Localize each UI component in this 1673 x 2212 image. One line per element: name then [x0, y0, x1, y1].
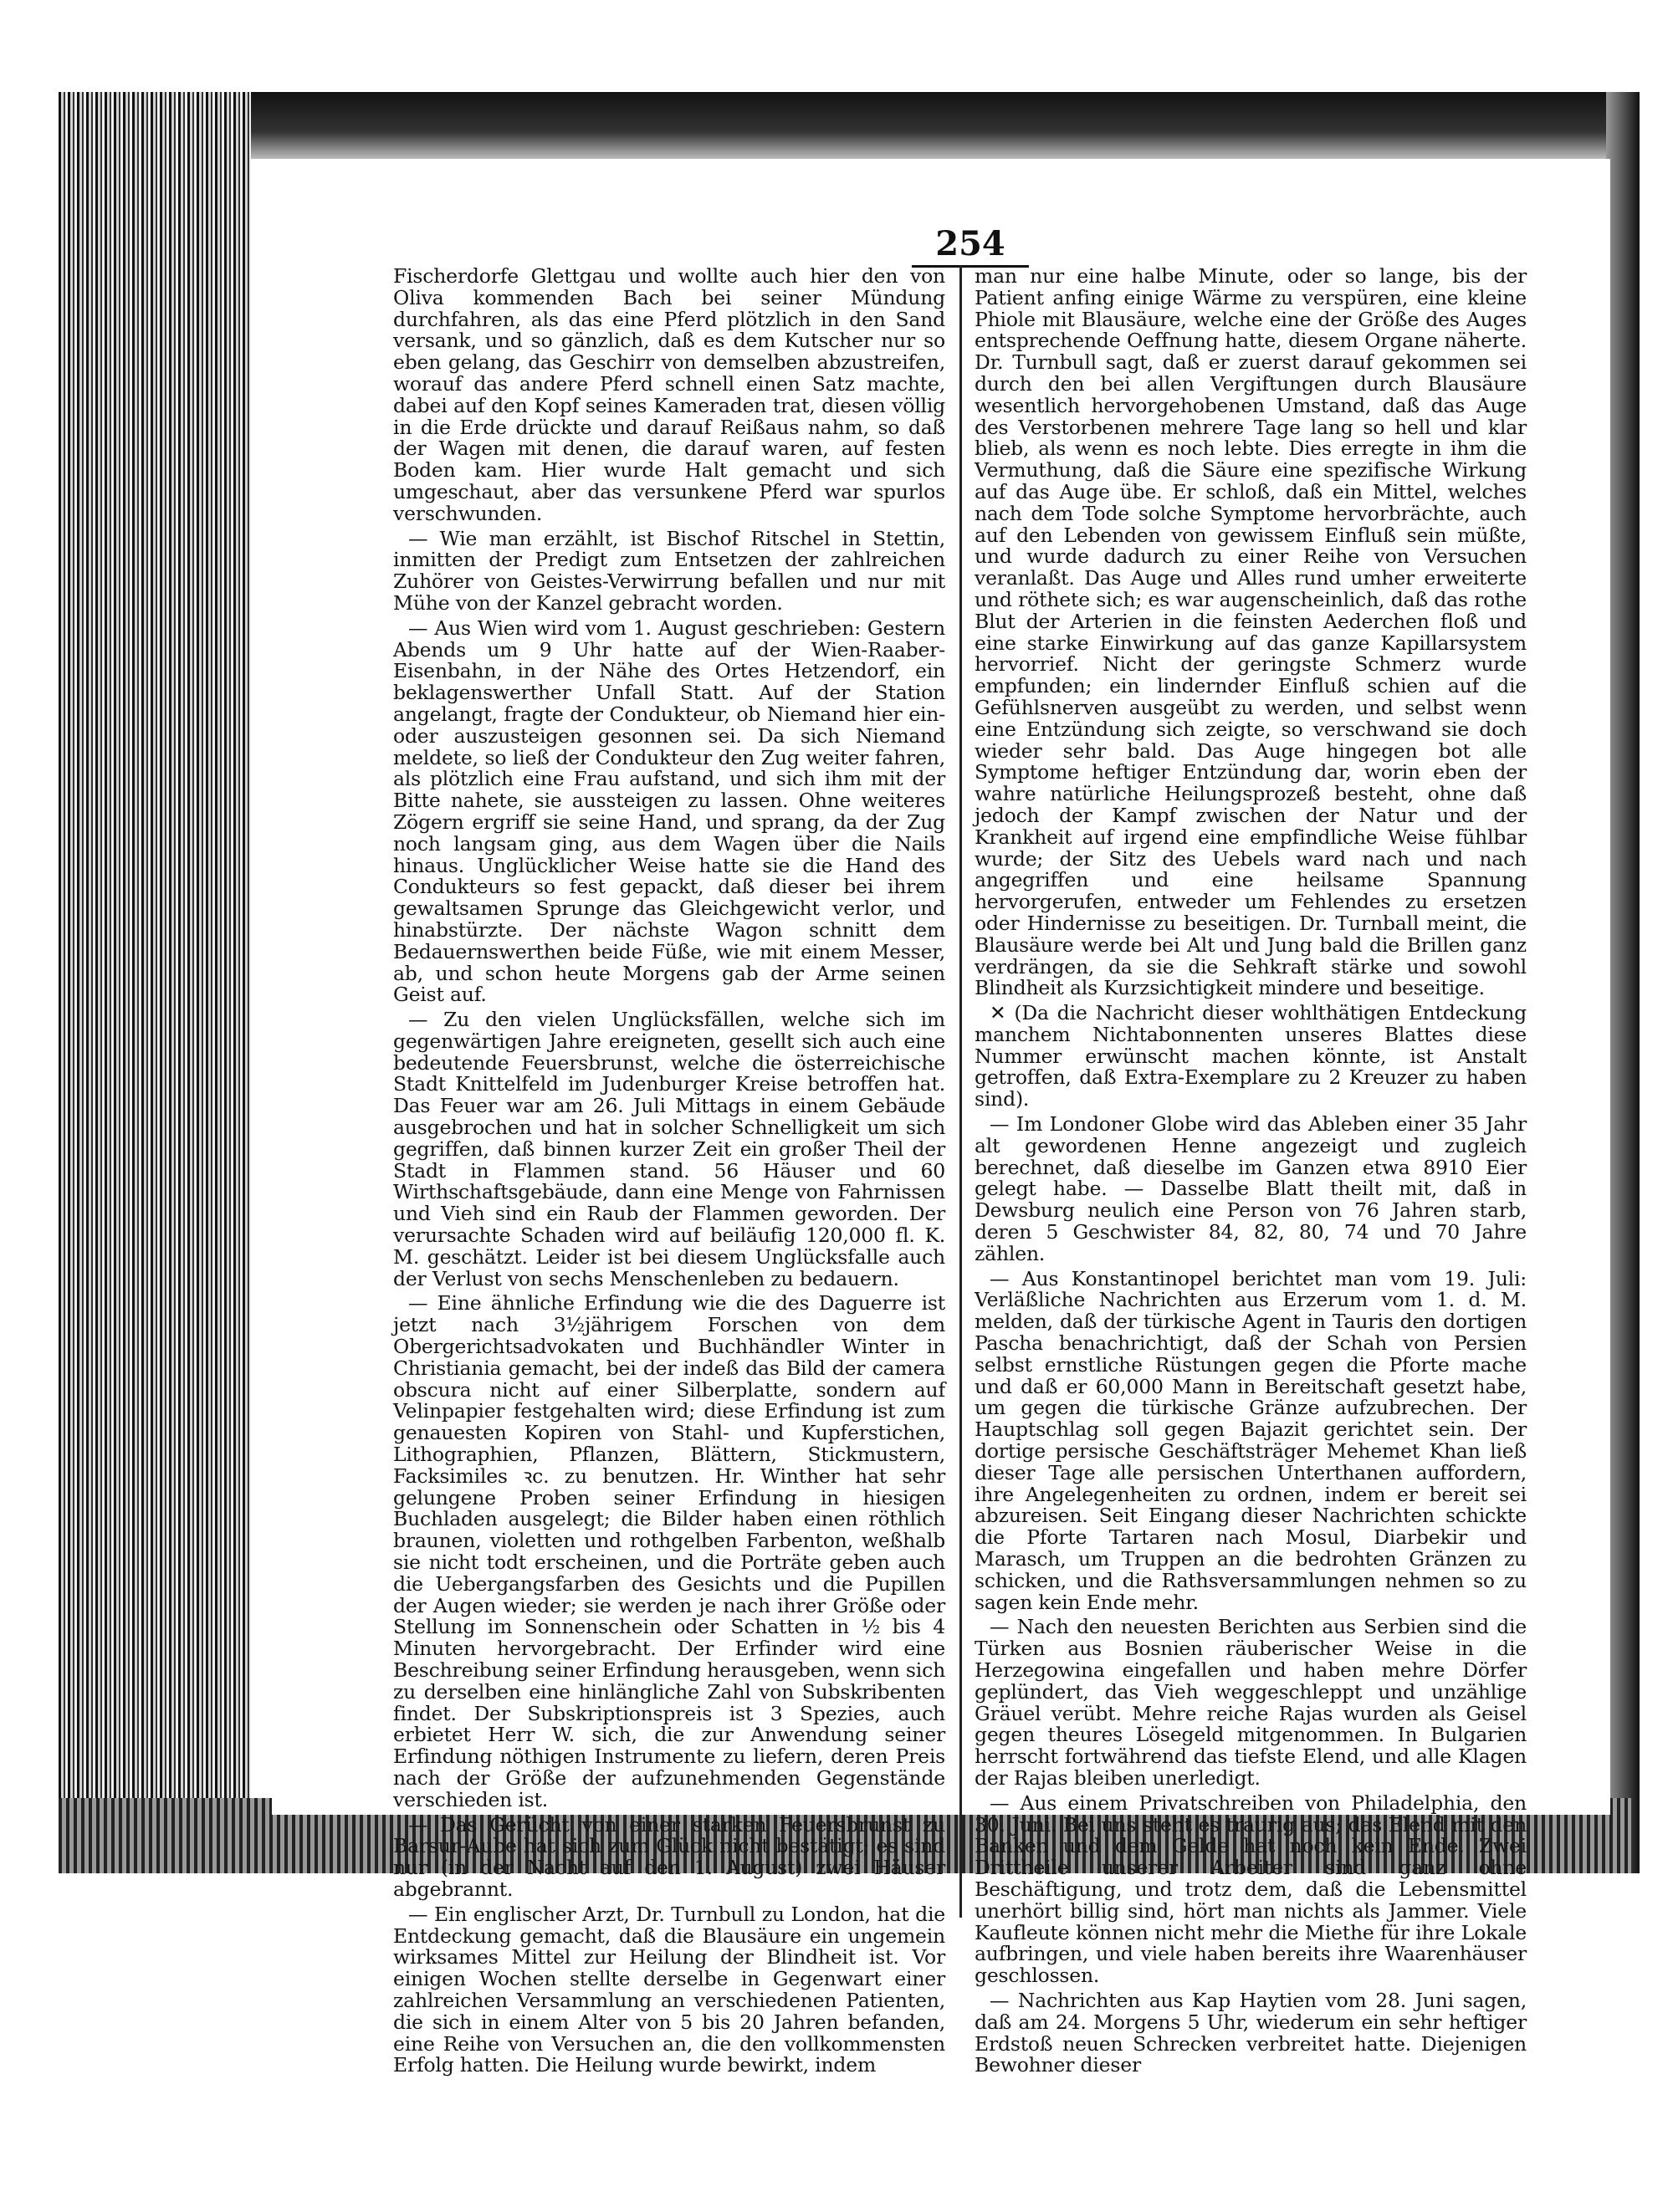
- article-paragraph: — Zu den vielen Unglücksfällen, welche sich im gegenwärtigen Jahre ereigneten, gesellt sich auch eine bedeutende Feuersbrunst, welche die österreichische Stadt Knittelfeld im Judenburger Kreise betroffen hat. Das Feuer war am 26. Juli Mittags in einem Gebäude ausgebrochen und hat in solcher Schnelligkeit um sich gegriffen, daß binnen kurzer Zeit ein großer Theil der Stadt in Flammen stand. 56 Häuser und 60 Wirthschaftsgebäude, dann eine Menge von Fahrnissen und Vieh sind ein Raub der Flammen geworden. Der verursachte Schaden wird auf beiläufig 120,000 fl. K. M. geschätzt. Leider ist bei diesem Unglücksfalle auch der Verlust von sechs Menschenleben zu bedauern.: [393, 1008, 945, 1290]
- article-paragraph: — Ein englischer Arzt, Dr. Turnbull zu London, hat die Entdeckung gemacht, daß die Blausäure ein ungemein wirksames Mittel zur Heilung der Blindheit ist. Vor einigen Wochen stellte derselbe in Gegenwart einer zahlreichen Versammlung an verschiedenen Patienten, die sich in einem Alter von 5 bis 20 Jahren befanden, eine Reihe von Versuchen an, die den vollkommensten Erfolg hatten. Die Heilung wurde bewirkt, indem: [393, 1902, 945, 2077]
- article-paragraph: — Das Gerücht von einer starken Feuersbrunst zu Barsur-Aube hat sich zum Glück nicht bestätigt; es sind nur (in der Nacht auf den 1. August) zwei Häuser abgebrannt.: [393, 1812, 945, 1901]
- article-paragraph: — Wie man erzählt, ist Bischof Ritschel in Stettin, inmitten der Predigt zum Entsetzen der zahlreichen Zuhörer von Geistes-Verwirrung befallen und nur mit Mühe von der Kanzel gebracht worden.: [393, 526, 945, 615]
- article-paragraph: Fischerdorfe Glettgau und wollte auch hier den von Oliva kommenden Bach bei seiner Mündung durchfahren, als das eine Pferd plötzlich in den Sand versank, und so gänzlich, daß es dem Kutscher nur so eben gelang, das Geschirr von demselben abzustreifen, worauf das andere Pferd schnell einen Satz machte, dabei auf den Kopf seines Kameraden trat, diesen völlig in die Erde drückte und darauf Reißaus nahm, so daß der Wagen mit denen, die darauf waren, auf festen Boden kam. Hier wurde Halt gemacht und sich umgeschaut, aber das versunkene Pferd war spurlos verschwunden.: [393, 264, 945, 525]
- article-paragraph: — Aus einem Privatschreiben von Philadelphia, den 30. Juni. Bei uns steht es traurig aus; das Elend mit den Banken und dem Gelde hat noch kein Ende. Zwei Drittheile unserer Arbeiter sind ganz ohne Beschäftigung, und trotz dem, daß die Lebensmittel unerhört billig sind, hört man nichts als Jammer. Viele Kaufleute können nicht mehr die Miethe für ihre Lokale aufbringen, und viele haben bereits ihre Waarenhäuser geschlossen.: [975, 1791, 1527, 1988]
- book-top-edge: [59, 92, 1631, 159]
- article-paragraph: ✕ (Da die Nachricht dieser wohlthätigen Entdeckung manchem Nichtabonnenten unseres Blattes diese Nummer erwünscht machen könnte, ist Anstalt getroffen, daß Extra-Exemplare zu 2 Kreuzer zu haben sind).: [975, 1001, 1527, 1111]
- column-divider: [959, 266, 962, 1918]
- article-paragraph: — Im Londoner Globe wird das Ableben einer 35 Jahr alt gewordenen Henne angezeigt und zugleich berechnet, daß dieselbe im Ganzen etwa 8910 Eier gelegt habe. — Dasselbe Blatt theilt mit, daß in Dewsburg neulich eine Person von 76 Jahren starb, deren 5 Geschwister 84, 82, 80, 74 und 70 Jahre zählen.: [975, 1112, 1527, 1265]
- article-paragraph: — Eine ähnliche Erfindung wie die des Daguerre ist jetzt nach 3½jährigem Forschen von dem Obergerichtsadvokaten und Buchhändler Winter in Christiania gemacht, bei der indeß das Bild der camera obscura nicht auf einer Silberplatte, sondern auf Velinpapier festgehalten wird; diese Erfindung ist zum genauesten Kopiren von Stahl- und Kupferstichen, Lithographien, Pflanzen, Blättern, Stickmustern, Facksimiles ꝛc. zu benutzen. Hr. Winther hat sehr gelungene Proben seiner Erfindung in hiesigen Buchladen ausgelegt; die Bilder haben einen röthlich braunen, violetten und rothgelben Farbenton, weßhalb sie nicht todt erscheinen, und die Porträte geben auch die Uebergangsfarben des Gesichts und die Pupillen der Augen wieder; sie werden je nach ihrer Größe oder Stellung im Sonnenschein oder Schatten in ½ bis 4 Minuten hervorgebracht. Der Erfinder wird eine Beschreibung seiner Erfindung herausgeben, wenn sich zu derselben eine hinlängliche Zahl von Subskribenten findet. Der Subskriptionspreis ist 3 Spezies, auch erbietet Herr W. sich, die zur Anwendung seiner Erfindung nöthigen Instrumente zu liefern, deren Preis nach der Größe der aufzunehmenden Gegenstände verschieden ist.: [393, 1291, 945, 1811]
- article-paragraph: — Nachrichten aus Kap Haytien vom 28. Juni sagen, daß am 24. Morgens 5 Uhr, wiederum ein sehr heftiger Erdstoß neuen Schrecken verbreitet hatte. Diejenigen Bewohner dieser: [975, 1988, 1527, 2077]
- left-column: [393, 264, 945, 2077]
- page-number: 254: [912, 224, 1029, 268]
- article-paragraph: — Aus Konstantinopel berichtet man vom 19. Juli: Verläßliche Nachrichten aus Erzerum vom 1. d. M. melden, daß der türkische Agent in Tauris den dortigen Pascha benachrichtigt, daß der Schah von Persien selbst ernstliche Rüstungen gegen die Pforte mache und daß er 60,000 Mann in Bereitschaft gesetzt habe, um gegen die türkische Gränze aufzubrechen. Der Hauptschlag soll gegen Bajazit gerichtet sein. Der dortige persische Geschäftsträger Mehemet Khan ließ dieser Tage alle persischen Unterthanen auffordern, ihre Angelegenheiten zu ordnen, indem er bereit sei abzureisen. Seit Eingang dieser Nachrichten schickte die Pforte Tartaren nach Mosul, Diarbekir und Marasch, um Truppen an die bedrohten Gränzen zu schicken, und die Rathsversammlungen nehmen so zu sagen kein Ende mehr.: [975, 1266, 1527, 1614]
- book-right-edge: [1606, 92, 1640, 1873]
- book-page-edges: [59, 92, 251, 1865]
- article-paragraph: — Aus Wien wird vom 1. August geschrieben: Gestern Abends um 9 Uhr hatte auf der Wien-Raaber-Eisenbahn, in der Nähe des Ortes Hetzendorf, ein beklagenswerther Unfall Statt. Auf der Station angelangt, fragte der Condukteur, ob Niemand hier ein- oder auszusteigen gesonnen sei. Da sich Niemand meldete, so ließ der Condukteur den Zug weiter fahren, als plötzlich eine Frau aufstand, und sich ihm mit der Bitte nahete, sie aussteigen zu lassen. Ohne weiteres Zögern ergriff sie seine Hand, und sprang, da der Zug noch langsam ging, aus dem Wagen über die Nails hinaus. Unglücklicher Weise hatte sie die Hand des Condukteurs so fest gepackt, daß dieser bei ihrem gewaltsamen Sprunge das Gleichgewicht verlor, und hinabstürzte. Der nächste Wagon schnitt dem Bedauernswerthen beide Füße, wie mit einem Messer, ab, und schon heute Morgens gab der Arme seinen Geist auf.: [393, 616, 945, 1007]
- article-paragraph: — Nach den neuesten Berichten aus Serbien sind die Türken aus Bosnien räuberischer Weise in die Herzegowina eingefallen und haben mehre Dörfer geplündert, das Vieh weggeschleppt und unzählige Gräuel verübt. Mehre reiche Rajas wurden als Geisel gegen theures Lösegeld mitgenommen. In Bulgarien herrscht fortwährend das tiefste Elend, und alle Klagen der Rajas bleiben unerledigt.: [975, 1615, 1527, 1790]
- right-column: [975, 264, 1527, 2077]
- article-paragraph: man nur eine halbe Minute, oder so lange, bis der Patient anfing einige Wärme zu verspüren, eine kleine Phiole mit Blausäure, welche eine der Größe des Auges entsprechende Oeffnung hatte, diesem Organe näherte. Dr. Turnbull sagt, daß er zuerst darauf gekommen sei durch den bei allen Vergiftungen durch Blausäure wesentlich hervorgehobenen Umstand, daß das Auge des Verstorbenen mehrere Tage lang so hell und klar blieb, als wenn es noch lebte. Dies erregte in ihm die Vermuthung, daß die Säure eine spezifische Wirkung auf das Auge übe. Er schloß, daß ein Mittel, welches nach dem Tode solche Symptome hervorbrächte, auch auf den Lebenden von gewissem Einfluß sein müßte, und wurde dadurch zu einer Reihe von Versuchen veranlaßt. Das Auge und Alles rund umher erweiterte und röthete sich; es war augenscheinlich, daß das rothe Blut der Arterien in die feinsten Aederchen floß und eine starke Einwirkung auf das ganze Kapillarsystem hervorrief. Nicht der geringste Schmerz wurde empfunden; ein lindernder Einfluß schien auf die Gefühlsnerven ausgeübt zu werden, und selbst wenn eine Entzündung sich zeigte, so verschwand sie doch wieder sehr bald. Das Auge hingegen bot alle Symptome heftiger Entzündung dar, worin eben der wahre natürliche Heilungsprozeß besteht, ohne daß jedoch der Kampf zwischen der Natur und der Krankheit auf irgend eine empfindliche Weise fühlbar wurde; der Sitz des Uebels ward nach und nach angegriffen und eine heilsame Spannung hervorgerufen, entweder um Fehlendes zu ersetzen oder Hindernisse zu beseitigen. Dr. Turnball meint, die Blausäure werde bei Alt und Jung bald die Brillen ganz verdrängen, da sie die Sehkraft stärke und sowohl Blindheit als Kurzsichtigkeit mindere und beseitige.: [975, 264, 1527, 1000]
